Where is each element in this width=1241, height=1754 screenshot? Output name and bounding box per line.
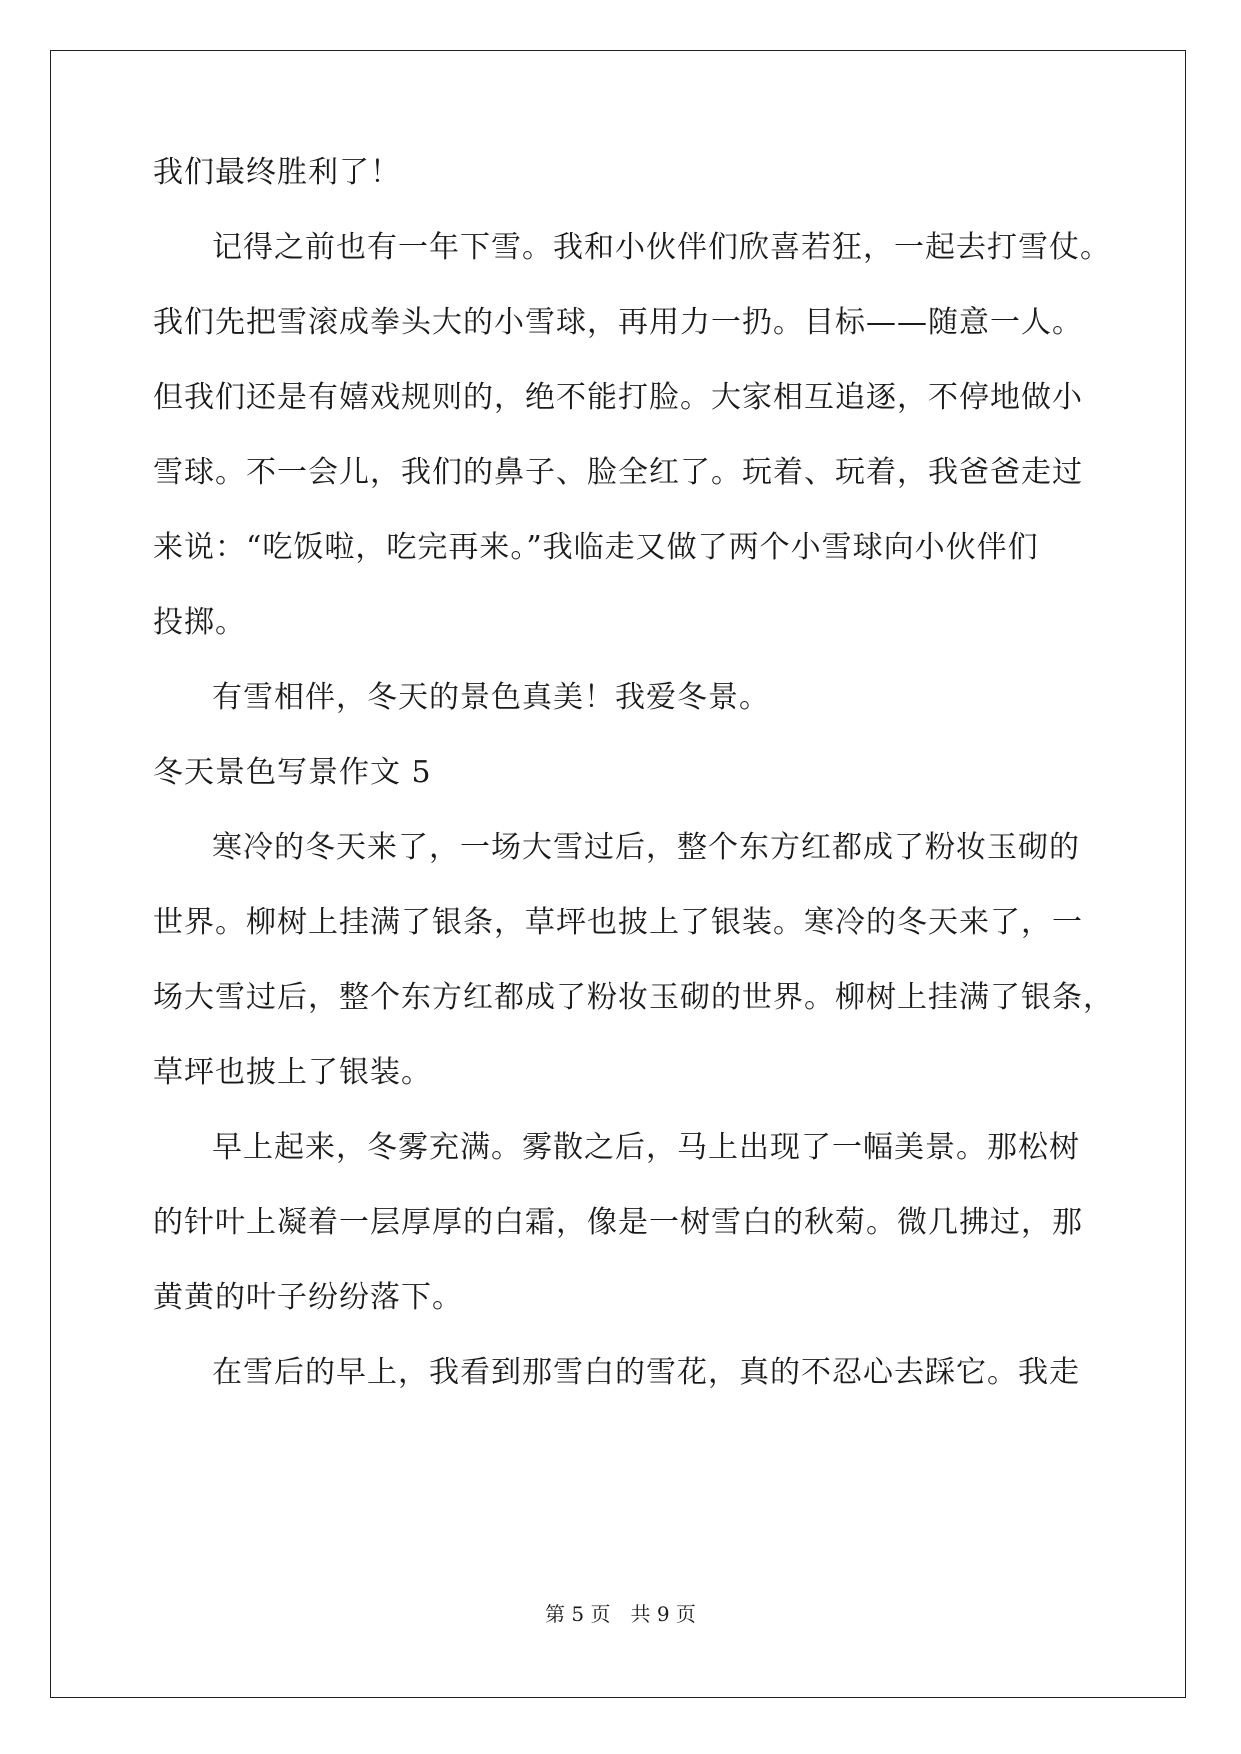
text-line: 早上起来，冬雾充满。雾散之后，马上出现了一幅美景。那松树	[212, 1130, 1080, 1165]
text-line: 来说：“吃饭啦，吃完再来。”我临走又做了两个小雪球向小伙伴们	[153, 530, 1039, 565]
text-line: 场大雪过后，整个东方红都成了粉妆玉砌的世界。柳树上挂满了银条，	[153, 980, 1114, 1015]
text-line: 我们先把雪滚成拳头大的小雪球，再用力一扔。目标——随意一人。	[153, 305, 1083, 340]
text-line: 但我们还是有嬉戏规则的，绝不能打脸。大家相互追逐，不停地做小	[153, 380, 1083, 415]
text-line: 寒冷的冬天来了，一场大雪过后，整个东方红都成了粉妆玉砌的	[212, 830, 1080, 865]
text-line: 投掷。	[153, 605, 246, 640]
text-line: 有雪相伴，冬天的景色真美！我爱冬景。	[212, 680, 770, 715]
text-line: 世界。柳树上挂满了银条，草坪也披上了银装。寒冷的冬天来了，一	[153, 905, 1083, 940]
text-line: 黄黄的叶子纷纷落下。	[153, 1280, 463, 1315]
section-heading: 冬天景色写景作文 5	[153, 755, 432, 790]
text-line: 雪球。不一会儿，我们的鼻子、脸全红了。玩着、玩着，我爸爸走过	[153, 455, 1083, 490]
page-border	[50, 50, 1186, 1698]
text-line: 记得之前也有一年下雪。我和小伙伴们欣喜若狂，一起去打雪仗。	[212, 230, 1111, 265]
text-line: 我们最终胜利了！	[153, 155, 401, 190]
text-line: 草坪也披上了银装。	[153, 1055, 432, 1090]
text-line: 在雪后的早上，我看到那雪白的雪花，真的不忍心去踩它。我走	[212, 1355, 1080, 1390]
text-line: 的针叶上凝着一层厚厚的白霜，像是一树雪白的秋菊。微几拂过，那	[153, 1205, 1083, 1240]
page-number-footer: 第 5 页 共 9 页	[545, 1602, 696, 1626]
